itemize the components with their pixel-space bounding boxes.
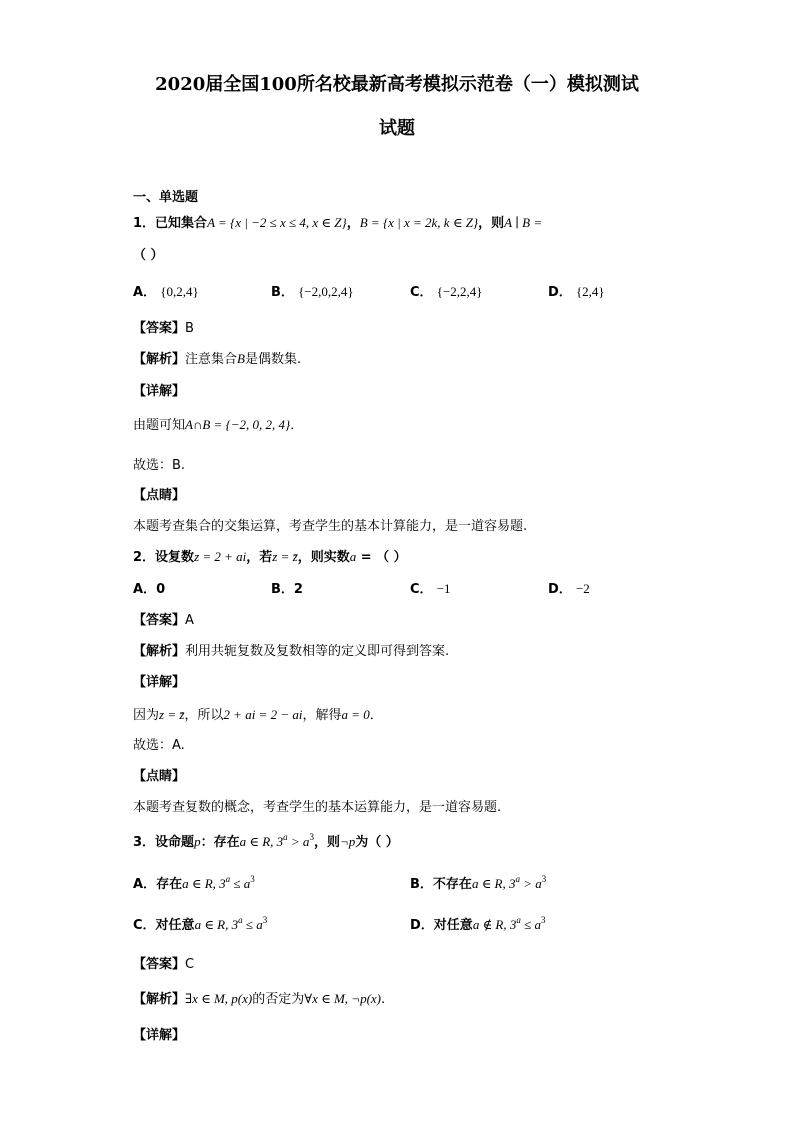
answer-tag: 【答案】 xyxy=(133,613,186,628)
choose-line: 故选：B. xyxy=(133,458,186,473)
detail-tag: 【详解】 xyxy=(133,1028,186,1043)
exponent: 3 xyxy=(250,874,255,884)
detail-formula: 2 + ai = 2 − ai xyxy=(223,707,303,722)
stem-text: 设复数 xyxy=(155,550,195,565)
option-text: 不存在 xyxy=(432,877,472,892)
option-label: B． xyxy=(271,285,294,300)
option-value: −1 xyxy=(436,581,451,596)
formula: a ∈ R, 3 xyxy=(182,876,226,891)
analysis-text: . xyxy=(381,992,386,1007)
exponent: 3 xyxy=(309,832,314,842)
option-b xyxy=(271,281,354,300)
analysis-text: 注意集合 xyxy=(185,352,238,367)
exponent: a xyxy=(283,832,288,842)
analysis-tag: 【解析】 xyxy=(133,352,186,367)
option-d xyxy=(548,281,605,300)
option-a xyxy=(133,873,255,892)
analysis-tag: 【解析】 xyxy=(133,644,186,659)
exponent: 3 xyxy=(262,915,268,925)
exponent: a xyxy=(238,915,243,925)
formula: a xyxy=(349,549,357,564)
stem-text: ，则 xyxy=(313,835,340,850)
answer-value: C xyxy=(185,957,195,972)
comment-text: 本题考查复数的概念，考查学生的基本运算能力，是一道容易题. xyxy=(133,800,502,815)
answer-line xyxy=(133,609,194,628)
page-title-line2: 试题 xyxy=(379,118,415,139)
detail-line xyxy=(133,414,303,433)
detail-tag: 【详解】 xyxy=(133,384,186,399)
analysis-var: B xyxy=(237,351,245,366)
option-b xyxy=(410,873,546,892)
option-b xyxy=(271,578,303,597)
analysis-formula: ∀x ∈ M, ¬p(x) xyxy=(304,991,382,1006)
comment-tag: 【点睛】 xyxy=(133,488,186,503)
detail-text: 因为 xyxy=(133,708,160,723)
formula: > a xyxy=(287,834,310,849)
formula: z = z̄ xyxy=(272,549,298,564)
analysis-text: 是偶数集. xyxy=(244,352,302,367)
question-number: 3． xyxy=(133,835,156,850)
analysis-text: 的否定为 xyxy=(252,992,305,1007)
formula: p xyxy=(194,834,201,849)
option-text: 对任意 xyxy=(433,918,473,933)
formula: z = 2 + ai xyxy=(194,549,247,564)
exponent: a xyxy=(225,874,231,884)
stem-text: ，则 xyxy=(478,216,505,231)
answer-tag: 【答案】 xyxy=(133,957,186,972)
option-label: A． xyxy=(133,582,157,597)
question-number: 2． xyxy=(133,550,156,565)
option-label: A． xyxy=(133,285,157,300)
set-a-formula: A = {x | −2 ≤ x ≤ 4, x ∈ Z} xyxy=(207,215,347,230)
detail-text: ． xyxy=(290,418,304,433)
option-value: {2,4} xyxy=(575,284,605,299)
exponent: 3 xyxy=(541,915,546,925)
option-label: A． xyxy=(133,877,157,892)
option-value: {0,2,4} xyxy=(160,284,199,299)
detail-text: 由题可知 xyxy=(133,418,186,433)
stem-text: ， xyxy=(346,216,360,231)
formula: a ∈ R, 3 xyxy=(239,834,284,849)
answer-line xyxy=(133,953,194,972)
option-label: B． xyxy=(410,877,433,892)
stem-text: ：存在 xyxy=(200,835,240,850)
formula: a ∈ R, 3 xyxy=(471,876,516,891)
detail-formula: a = 0 xyxy=(341,707,370,722)
formula: ≤ a xyxy=(230,876,251,891)
stem-text: 为（ ） xyxy=(355,835,399,850)
set-b-formula: B = {x | x = 2k, k ∈ Z} xyxy=(359,215,479,230)
exponent: 3 xyxy=(541,874,547,884)
option-value: {−2,2,4} xyxy=(436,284,483,299)
question-2-stem xyxy=(133,546,407,565)
option-text: 存在 xyxy=(156,877,183,892)
analysis-tag: 【解析】 xyxy=(133,992,186,1007)
analysis-formula: ∃x ∈ M, p(x) xyxy=(185,991,253,1006)
exponent: a xyxy=(515,874,521,884)
option-value: 2 xyxy=(293,582,303,597)
option-c xyxy=(410,578,451,597)
stem-text: ，则实数 xyxy=(297,550,350,565)
option-c xyxy=(133,914,267,933)
detail-tag: 【详解】 xyxy=(133,675,186,690)
formula: ≤ a xyxy=(520,917,542,932)
option-value: {−2,0,2,4} xyxy=(298,284,354,299)
question-1-stem xyxy=(133,212,542,231)
formula: > a xyxy=(520,876,542,891)
comment-text: 本题考查集合的交集运算，考查学生的基本计算能力，是一道容易题. xyxy=(133,519,528,534)
analysis-line xyxy=(133,988,385,1007)
option-c xyxy=(410,281,483,300)
detail-text: ，所以 xyxy=(184,708,224,723)
formula: a ∉ R, 3 xyxy=(472,917,517,932)
detail-line xyxy=(133,704,383,723)
detail-formula: A∩B = {−2, 0, 2, 4} xyxy=(185,417,291,432)
answer-tag: 【答案】 xyxy=(133,321,186,336)
expression: A ∣ B = xyxy=(504,215,543,230)
option-value: 0 xyxy=(156,582,166,597)
choose-line: 故选：A. xyxy=(133,738,185,753)
option-d xyxy=(548,578,590,597)
option-label: C． xyxy=(133,918,156,933)
stem-text: 已知集合 xyxy=(155,216,208,231)
answer-line xyxy=(133,317,194,336)
option-d xyxy=(410,914,546,933)
detail-formula: z = z̄ xyxy=(159,707,185,722)
option-label: D． xyxy=(410,918,434,933)
exponent: a xyxy=(516,915,521,925)
section-heading: 一、单选题 xyxy=(133,190,199,205)
question-1-paren: （ ） xyxy=(133,248,164,263)
option-label: C． xyxy=(410,582,433,597)
question-3-stem xyxy=(133,831,399,850)
answer-value: A xyxy=(185,613,194,628)
detail-text: ，解得 xyxy=(302,708,342,723)
answer-value: B xyxy=(185,321,194,336)
formula: ≤ a xyxy=(242,917,263,932)
option-label: B． xyxy=(271,582,294,597)
stem-text: 设命题 xyxy=(155,835,195,850)
question-number: 1． xyxy=(133,216,156,231)
option-label: D． xyxy=(548,582,572,597)
analysis-text: 利用共轭复数及复数相等的定义即可得到答案. xyxy=(185,644,450,659)
stem-text: = （ ） xyxy=(356,550,407,565)
detail-text: ． xyxy=(369,708,383,723)
stem-text: ，若 xyxy=(246,550,273,565)
option-text: 对任意 xyxy=(155,918,195,933)
page-title: 2020届全国100所名校最新高考模拟示范卷（一）模拟测试 xyxy=(155,74,639,95)
analysis-line xyxy=(133,640,449,659)
option-label: C． xyxy=(410,285,433,300)
comment-tag: 【点睛】 xyxy=(133,769,186,784)
option-a xyxy=(133,281,199,300)
formula: ¬p xyxy=(339,834,356,849)
analysis-line xyxy=(133,348,301,367)
option-a xyxy=(133,578,165,597)
option-value: −2 xyxy=(575,581,590,596)
formula: a ∈ R, 3 xyxy=(194,917,239,932)
option-label: D． xyxy=(548,285,572,300)
